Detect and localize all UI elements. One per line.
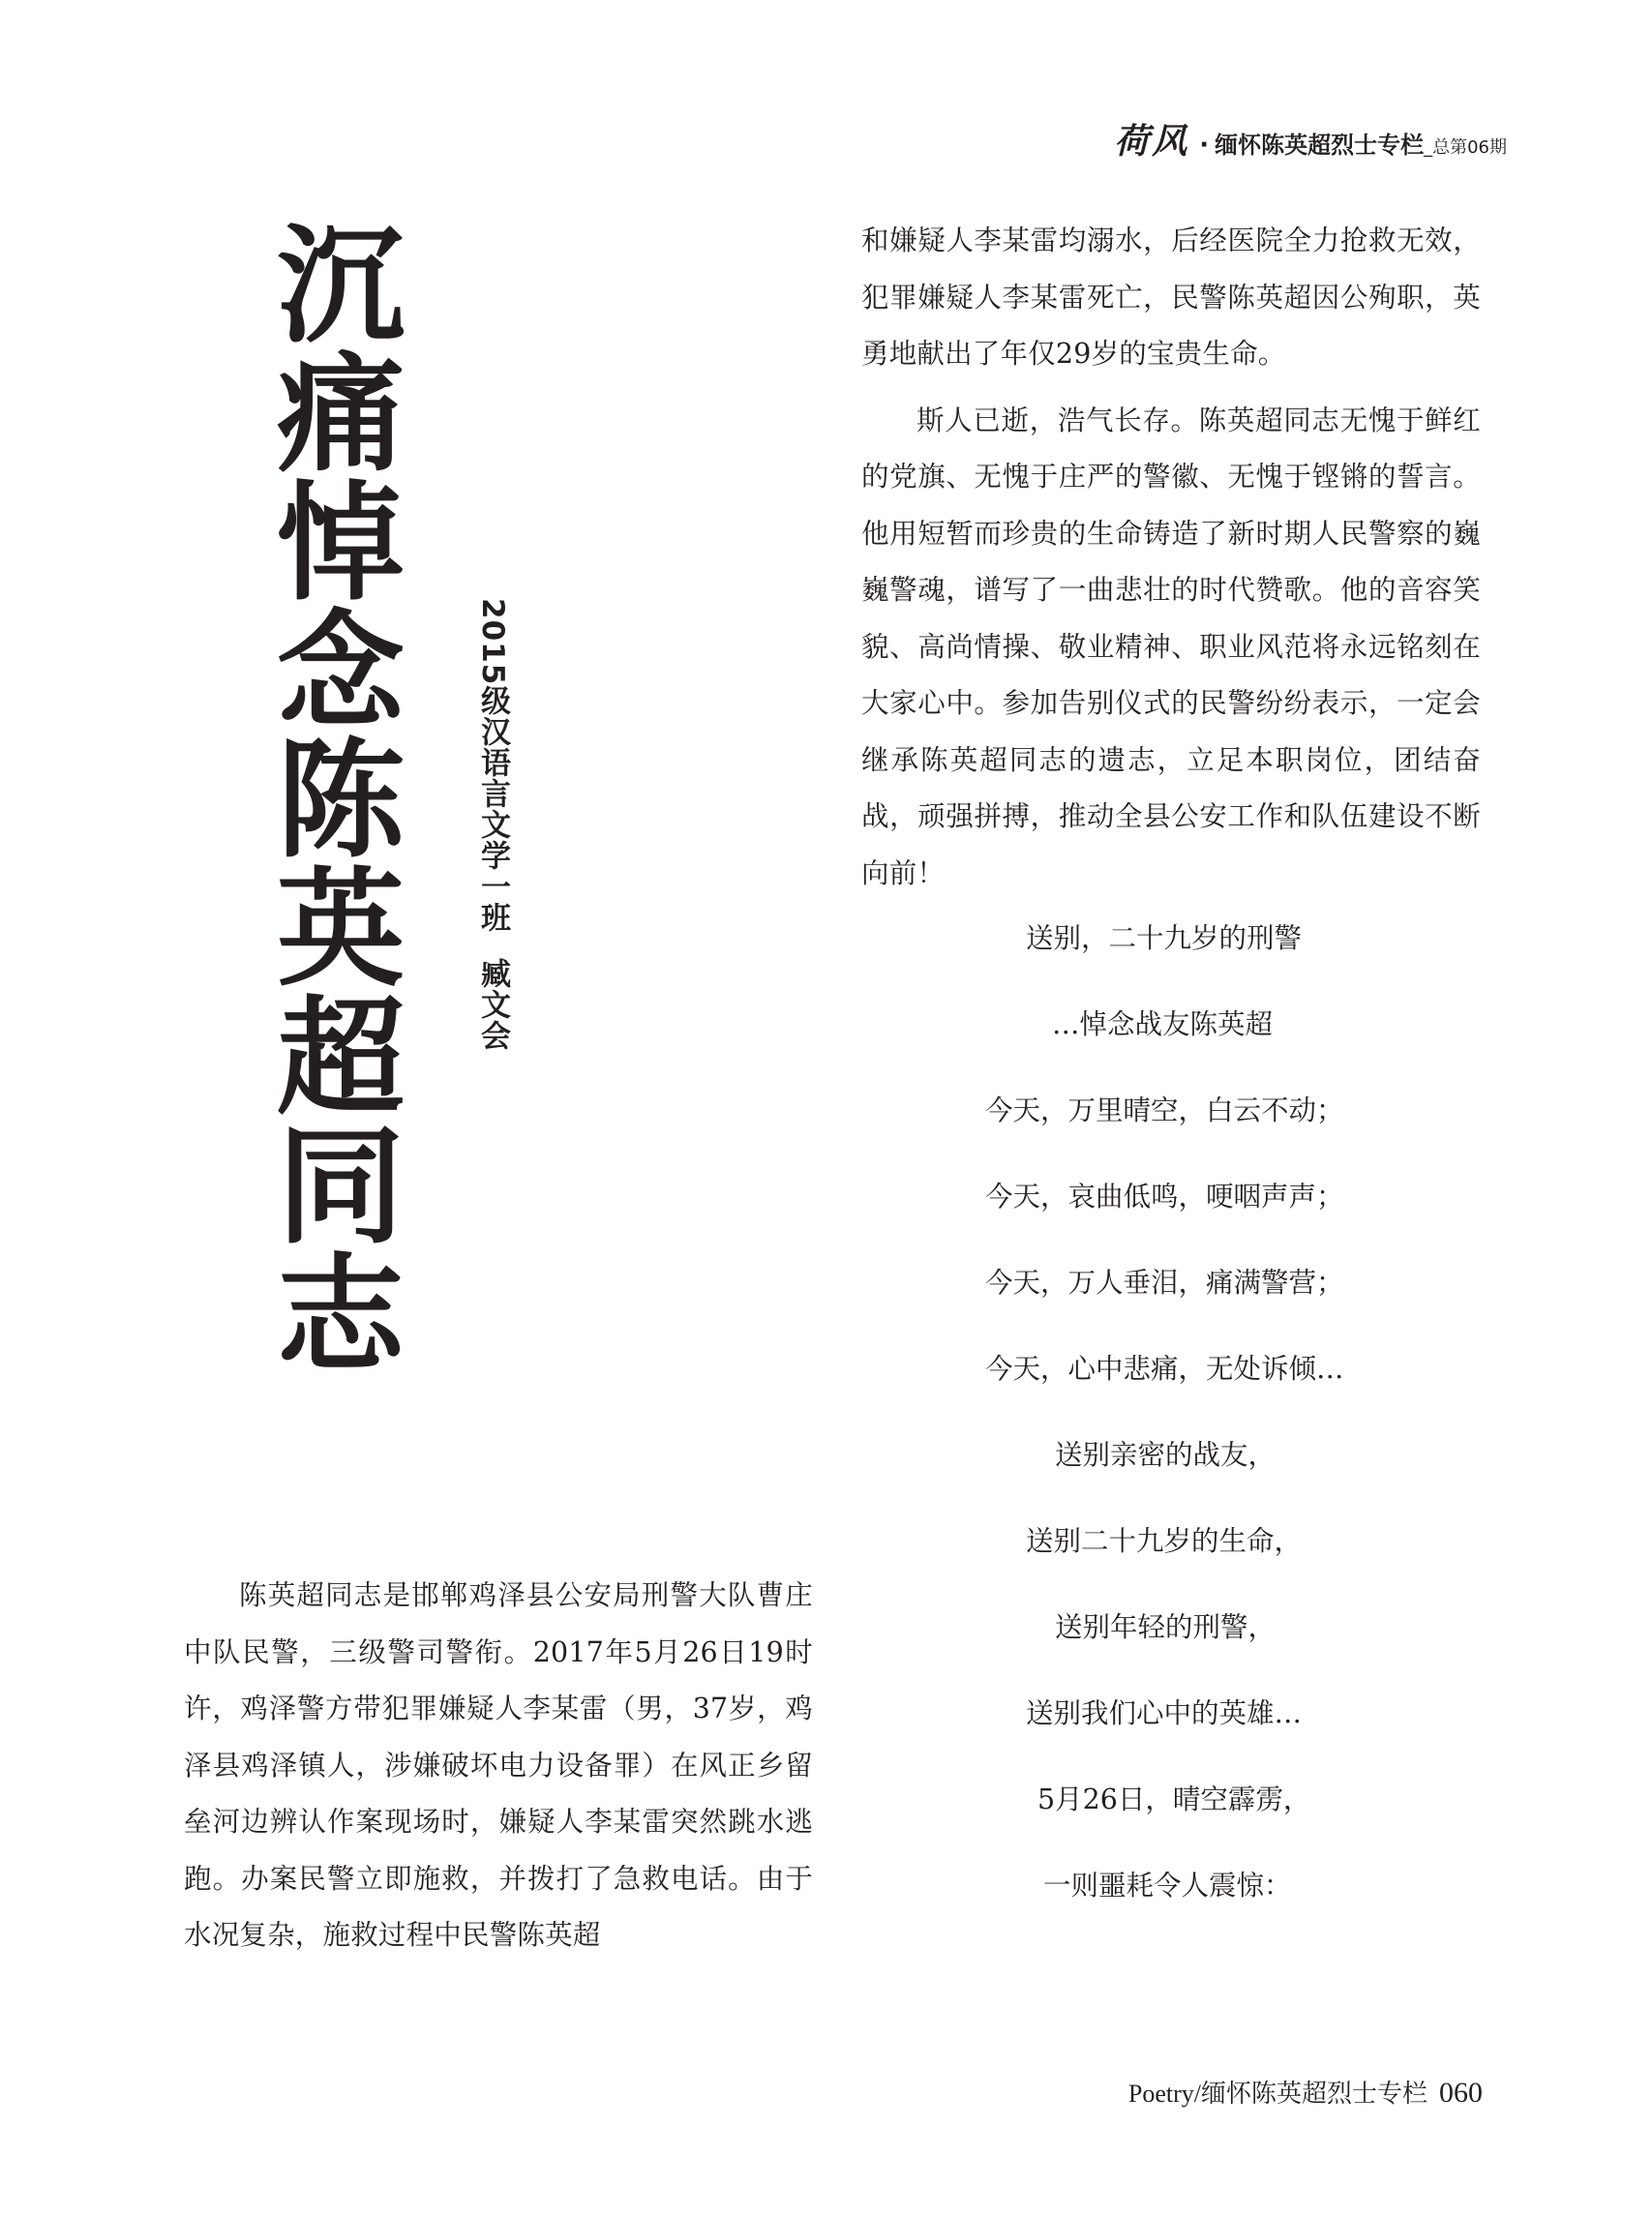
header-issue-number: _总第06期 <box>1424 137 1507 158</box>
footer-column-name: 缅怀陈英超烈士专栏 <box>1200 2080 1427 2109</box>
body-paragraph-2: 斯人已逝，浩气长存。陈英超同志无愧于鲜红的党旗、无愧于庄严的警徽、无愧于铿锵的誓言。他用短暂而珍贵的生命铸造了新时期人民警察的巍巍警魂，谱写了一曲悲壮的时代赞歌。他的音容笑貌、高尚情操、敬业精神、职业风范将永远铭刻在大家心中。参加告别仪式的民警纷纷表示，一定会继承陈英超同志的遗志，立足本职岗位，团结奋战，顽强拼搏，推动全县公安工作和队伍建设不断向前！ <box>861 404 1481 889</box>
author-byline <box>471 598 515 1051</box>
poem-line: 一则噩耗令人震惊： <box>1043 1870 1292 1902</box>
poem-line: 今天，万里晴空，白云不动； <box>985 1094 1344 1126</box>
poem-line: 5月26日，晴空霹雳， <box>1037 1783 1311 1815</box>
title-char: 念 <box>277 598 405 747</box>
header-column-name: 缅怀陈英超烈士专栏 <box>1215 132 1425 159</box>
article-title <box>263 212 418 1391</box>
intro-section <box>184 1568 813 1974</box>
title-char: 痛 <box>277 341 405 490</box>
author-name: 臧文会 <box>475 958 510 1052</box>
header-separator: · <box>1199 131 1210 160</box>
author-class: 2015级汉语言文学一班 <box>475 598 510 934</box>
title-char: 同 <box>277 1113 405 1262</box>
footer-slash: / <box>1193 2080 1201 2108</box>
poem-line: 今天，万人垂泪，痛满警营； <box>985 1267 1344 1299</box>
title-char: 英 <box>277 855 405 1004</box>
title-char: 陈 <box>277 727 405 876</box>
right-column-text <box>861 213 1481 912</box>
poem-line: 送别年轻的刑警， <box>1055 1611 1277 1643</box>
magazine-logo: 荷风 <box>1114 121 1190 162</box>
poem-subtitle: …悼念战友陈英超 <box>1052 1008 1274 1040</box>
title-char: 志 <box>277 1242 405 1391</box>
page-header <box>1114 114 1507 164</box>
title-char: 悼 <box>277 469 405 618</box>
page-number: 060 <box>1439 2077 1483 2109</box>
poem-line: 送别二十九岁的生命， <box>1026 1525 1303 1557</box>
intro-paragraph: 陈英超同志是邯郸鸡泽县公安局刑警大队曹庄中队民警，三级警司警衔。2017年5月26日19时许，鸡泽警方带犯罪嫌疑人李某雷（男，37岁，鸡泽县鸡泽镇人，涉嫌破坏电力设备罪）在风正乡留垒河边辨认作案现场时，嫌疑人李某雷突然跳水逃跑。办案民警立即施救，并拨打了急救电话。由于水况复杂，施救过程中民警陈英超 <box>184 1579 813 1951</box>
title-char: 超 <box>277 984 405 1133</box>
poem-line: 今天，哀曲低鸣，哽咽声声； <box>985 1181 1344 1213</box>
poem-title: 送别，二十九岁的刑警 <box>1026 922 1303 954</box>
poem-line: 送别亲密的战友， <box>1055 1439 1277 1471</box>
footer-section-english: Poetry <box>1127 2080 1194 2108</box>
body-paragraph-1: 和嫌疑人李某雷均溺水，后经医院全力抢救无效，犯罪嫌疑人李某雷死亡，民警陈英超因公殉职，英勇地献出了年仅29岁的宝贵生命。 <box>861 225 1481 370</box>
poem-line: 今天，心中悲痛，无处诉倾… <box>985 1353 1344 1385</box>
page-footer <box>1128 2074 1483 2110</box>
title-char: 沉 <box>277 212 405 361</box>
poem-line: 送别我们心中的英雄… <box>1026 1697 1303 1729</box>
